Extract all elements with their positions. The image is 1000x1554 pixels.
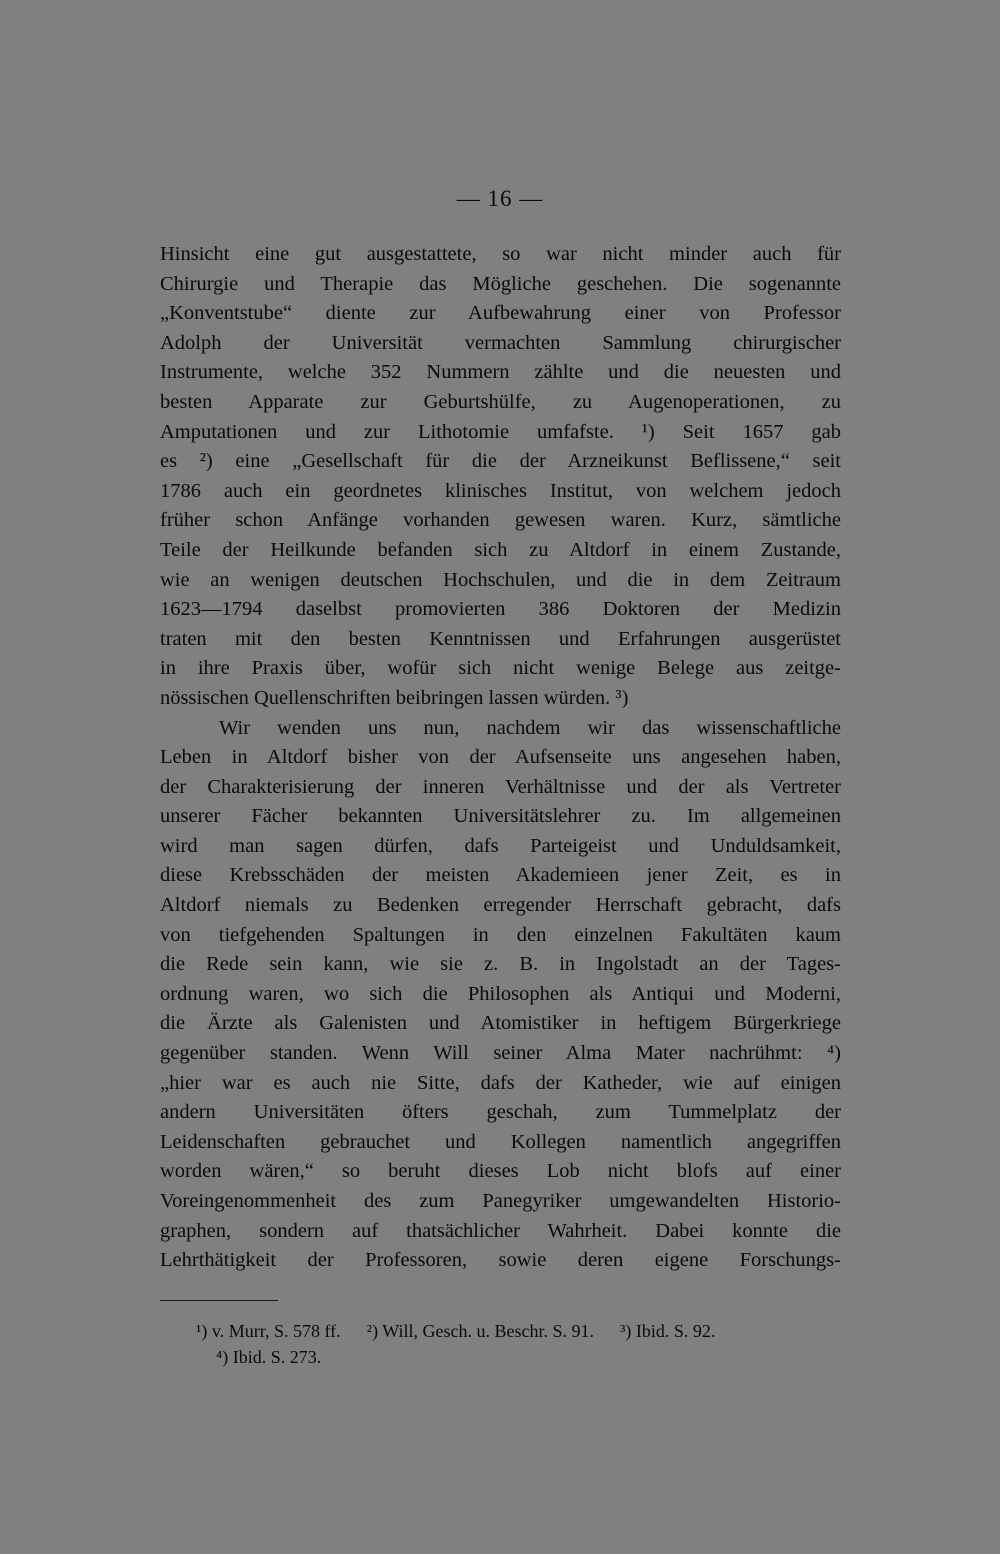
text-line: nössischen Quellenschriften beibringen lassen würden. ³): [160, 686, 629, 709]
text-line: 1786 auch ein geordnetes klinisches Institut, von welchem jedoch: [160, 479, 841, 502]
text-line: die Rede sein kann, wie sie z. B. in Ingolstadt an der Tages-: [160, 953, 841, 976]
footnote: ²) Will, Gesch. u. Beschr. S. 91.: [366, 1321, 594, 1341]
text-line: 1623—1794 daselbst promovierten 386 Doktoren der Medizin: [160, 598, 841, 621]
footnote-line: [196, 1318, 846, 1344]
footnote: ¹) v. Murr, S. 578 ff.: [196, 1321, 341, 1341]
text-line: Teile der Heilkunde befanden sich zu Altdorf in einem Zustande,: [160, 538, 841, 561]
text-line: graphen, sondern auf thatsächlicher Wahrheit. Dabei konnte die: [160, 1219, 841, 1242]
text-line: Wir wenden uns nun, nachdem wir das wissenschaftliche: [219, 716, 841, 739]
text-line: Leidenschaften gebrauchet und Kollegen namentlich angegriffen: [160, 1130, 841, 1153]
text-line: Chirurgie und Therapie das Mögliche geschehen. Die sogenannte: [160, 272, 841, 295]
text-line: es ²) eine „Gesellschaft für die der Arzneikunst Beflissene,“ seit: [160, 450, 841, 473]
page-number: — 16 —: [456, 186, 544, 211]
text-line: die Ärzte als Galenisten und Atomistiker in heftigem Bürgerkriege: [160, 1012, 841, 1035]
footnote-divider: [160, 1300, 278, 1301]
footnote: ³) Ibid. S. 92.: [620, 1321, 716, 1341]
text-line: Adolph der Universität vermachten Sammlung chirurgischer: [160, 331, 841, 354]
text-line: worden wären,“ so beruht dieses Lob nicht blofs auf einer: [160, 1160, 841, 1183]
text-line: Instrumente, welche 352 Nummern zählte und die neuesten und: [160, 361, 841, 384]
text-line: traten mit den besten Kenntnissen und Erfahrungen ausgerüstet: [160, 627, 841, 650]
text-line: Amputationen und zur Lithotomie umfafste. ¹) Seit 1657 gab: [160, 420, 841, 443]
text-line: gegenüber standen. Wenn Will seiner Alma Mater nachrühmt: ⁴): [160, 1042, 841, 1065]
text-line: „Konventstube“ diente zur Aufbewahrung einer von Professor: [160, 302, 841, 325]
text-line: „hier war es auch nie Sitte, dafs der Katheder, wie auf einigen: [160, 1071, 841, 1094]
text-line: in ihre Praxis über, wofür sich nicht wenige Belege aus zeitge-: [160, 657, 841, 680]
text-line: von tiefgehenden Spaltungen in den einzelnen Fakultäten kaum: [160, 923, 841, 946]
text-line: ordnung waren, wo sich die Philosophen als Antiqui und Moderni,: [160, 982, 841, 1005]
body-text: [160, 240, 841, 1276]
footnote: ⁴) Ibid. S. 273.: [216, 1347, 322, 1367]
text-line: Hinsicht eine gut ausgestattete, so war nicht minder auch für: [160, 243, 841, 265]
text-line: wird man sagen dürfen, dafs Parteigeist und Unduldsamkeit,: [160, 834, 841, 857]
text-line: unserer Fächer bekannten Universitätslehrer zu. Im allgemeinen: [160, 805, 841, 828]
text-line: diese Krebsschäden der meisten Akademieen jener Zeit, es in: [160, 864, 841, 887]
text-line: der Charakterisierung der inneren Verhältnisse und der als Vertreter: [160, 775, 841, 798]
footnotes: [196, 1318, 846, 1370]
text-line: früher schon Anfänge vorhanden gewesen waren. Kurz, sämtliche: [160, 509, 841, 532]
text-line: besten Apparate zur Geburtshülfe, zu Augenoperationen, zu: [160, 390, 841, 413]
text-line: Altdorf niemals zu Bedenken erregender Herrschaft gebracht, dafs: [160, 894, 841, 917]
text-line: andern Universitäten öfters geschah, zum Tummelplatz der: [160, 1101, 841, 1124]
text-line: Voreingenommenheit des zum Panegyriker umgewandelten Historio-: [160, 1190, 841, 1212]
text-line: Leben in Altdorf bisher von der Aufsenseite uns angesehen haben,: [160, 746, 841, 769]
footnote-line: [196, 1344, 846, 1370]
text-line: wie an wenigen deutschen Hochschulen, und die in dem Zeitraum: [160, 568, 841, 591]
text-line: Lehrthätigkeit der Professoren, sowie deren eigene Forschungs-: [160, 1249, 841, 1272]
